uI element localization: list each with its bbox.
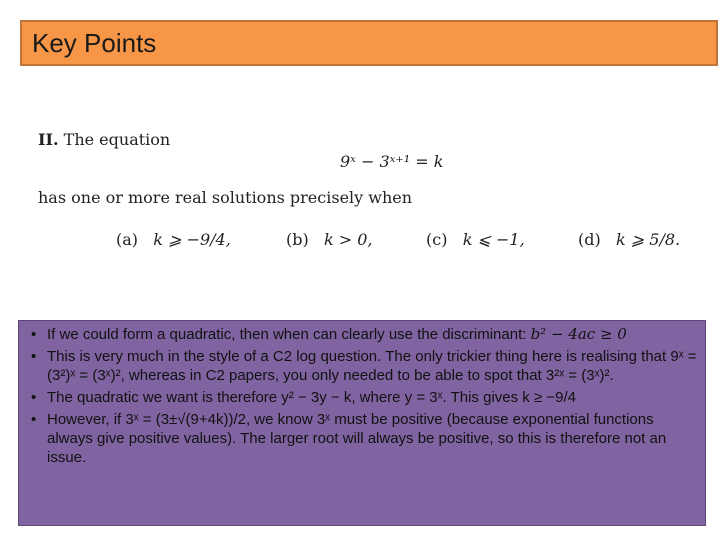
key-point-text: However, if 3ˣ = (3±√(9+4k))/2, we know 3ˣ must be positive (because exponential functions always give positive values). The larger root will always be positive, so this is therefore not an issue. <box>47 411 667 466</box>
option-expression: k ⩾ −9/4, <box>153 230 231 249</box>
list-item <box>29 410 699 467</box>
list-item <box>29 347 699 385</box>
key-point-text: The quadratic we want is therefore y² − 3y − k, where y = 3ˣ. This gives k ≥ −9/4 <box>47 389 576 406</box>
problem-intro-text: The equation <box>63 130 171 149</box>
option-expression: k ⩽ −1, <box>462 230 525 249</box>
key-point-text: This is very much in the style of a C2 log question. The only trickier thing here is realising that 9ˣ = (3²)ˣ = (3ˣ)², whereas in C2 papers, you only needed to be able to spot that 3²ˣ = (3ˣ)². <box>47 348 697 384</box>
problem-label: II. <box>38 130 59 149</box>
option-a[interactable] <box>116 230 231 249</box>
key-point-math: b² − 4ac ≥ 0 <box>530 325 627 343</box>
list-item <box>29 388 699 407</box>
page-title: Key Points <box>32 28 157 58</box>
option-label: (a) <box>116 230 139 249</box>
list-item <box>29 325 699 344</box>
problem-condition: has one or more real solutions precisely when <box>38 188 413 207</box>
option-c[interactable] <box>426 230 525 249</box>
option-d[interactable] <box>578 230 680 249</box>
problem-intro <box>38 130 170 149</box>
title-bar <box>20 20 718 66</box>
key-points-box <box>18 320 706 526</box>
problem-equation: 9ˣ − 3ˣ⁺¹ = k <box>340 152 444 171</box>
option-expression: k ⩾ 5/8. <box>616 230 681 249</box>
option-label: (d) <box>578 230 601 249</box>
key-points-list <box>29 325 699 470</box>
option-expression: k > 0, <box>324 230 373 249</box>
option-label: (b) <box>286 230 309 249</box>
option-b[interactable] <box>286 230 373 249</box>
key-point-text: If we could form a quadratic, then when can clearly use the discriminant: <box>47 326 531 343</box>
option-label: (c) <box>426 230 448 249</box>
